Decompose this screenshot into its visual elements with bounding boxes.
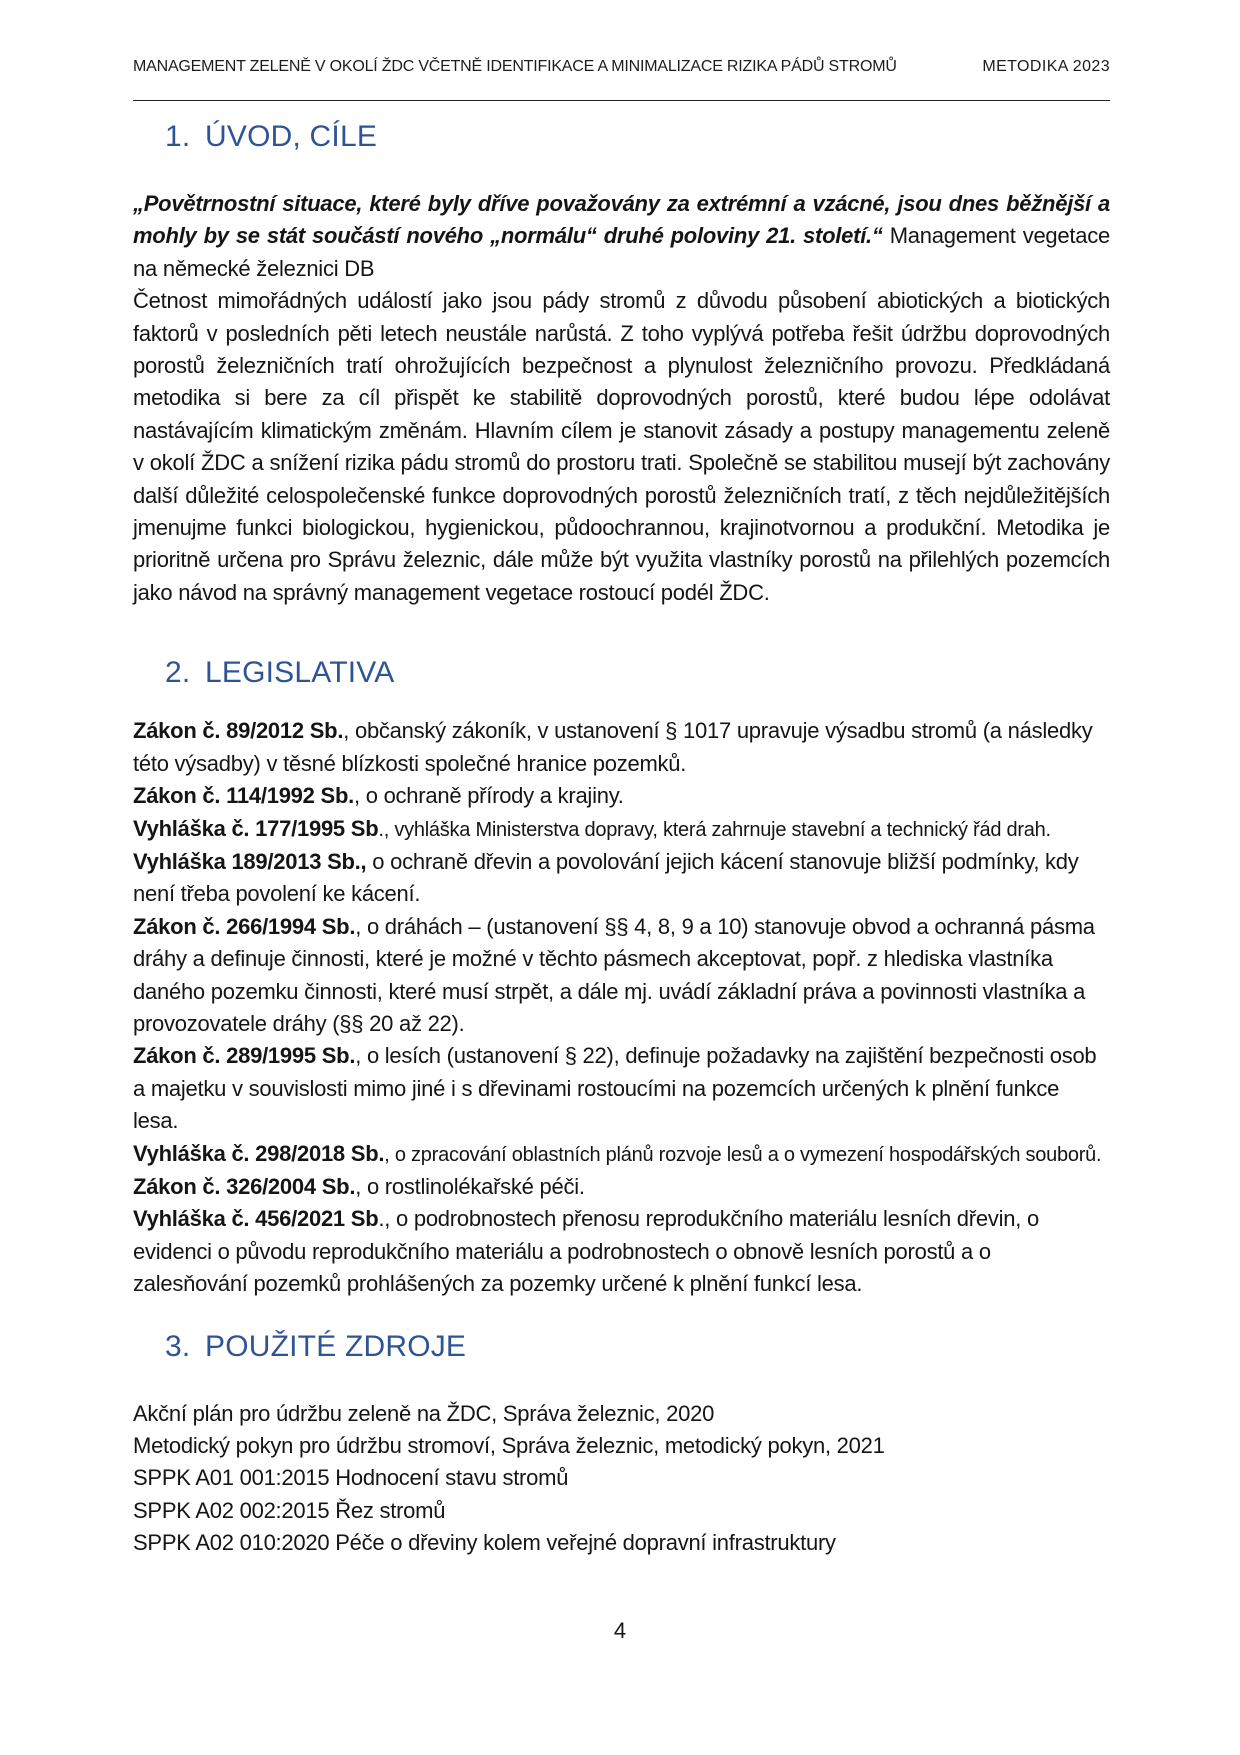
law-description: ., o podrobnostech přenosu reprodukčního materiálu lesních dřevin, o evidenci o původu reprodukčního materiálu a podrobnostech o obnově lesních porostů a o zalesňování pozemků prohlášených za pozemky určené k plnění funkcí lesa. [133, 1206, 1039, 1297]
law-description: o ochraně dřevin a povolování jejich kácení stanovuje bližší podmínky, kdy není třeba povolení ke kácení. [133, 848, 1079, 907]
intro-quote-paragraph [133, 188, 1110, 285]
law-reference: Zákon č. 289/1995 Sb. [133, 1043, 356, 1069]
section-heading-legislativa [165, 655, 1110, 691]
document-header-edition: METODIKA 2023 [982, 58, 1110, 75]
section-title: POUŽITÉ ZDROJE [205, 1329, 467, 1363]
source-line: SPPK A02 010:2020 Péče o dřeviny kolem veřejné dopravní infrastruktury [133, 1530, 836, 1556]
law-description: , o dráhách – (ustanovení §§ 4, 8, 9 a 10) stanovuje obvod a ochranná pásma dráhy a definuje činnosti, které je možné v těchto pásmech akceptovat, popř. z hlediska vlastníka daného pozemku činnosti, které musí strpět, a dále mj. uvádí základní práva a povinnosti vlastníka a provozovatele dráhy (§§ 20 až 22). [133, 913, 1095, 1036]
law-description: , o zpracování oblastních plánů rozvoje lesů a o vymezení hospodářských souborů. [384, 1143, 1102, 1166]
document-header [133, 58, 1110, 76]
section-heading-uvod-cile [165, 119, 1110, 155]
law-reference: Zákon č. 326/2004 Sb. [133, 1173, 356, 1199]
legislativa-item [133, 1138, 1110, 1171]
intro-quote-source: Management vegetace na německé železnici DB [133, 223, 1110, 281]
section-title: ÚVOD, CÍLE [205, 120, 378, 153]
law-description: ., vyhláška Ministerstva dopravy, která zahrnuje stavební a technický řád drah. [378, 818, 1051, 841]
page-footer [0, 1618, 1240, 1644]
header-divider-line [133, 100, 1110, 101]
document-header-title: MANAGEMENT ZELENĚ V OKOLÍ ŽDC VČETNĚ IDENTIFIKACE A MINIMALIZACE RIZIKA PÁDŮ STROMŮ [133, 58, 897, 75]
legislativa-list [133, 715, 1110, 1300]
source-line: SPPK A02 002:2015 Řez stromů [133, 1497, 446, 1523]
sources-list [133, 1398, 1110, 1560]
law-description: , o lesích (ustanovení § 22), definuje požadavky na zajištění bezpečnosti osob a majetku v souvislosti mimo jiné i s dřevinami rostoucími na pozemcích určených k plnění funkce lesa. [133, 1043, 1097, 1134]
law-reference: Zákon č. 114/1992 Sb. [133, 783, 354, 809]
legislativa-item [133, 1040, 1110, 1137]
law-description: , o rostlinolékařské péči. [355, 1173, 585, 1199]
legislativa-item [133, 846, 1110, 911]
section-heading-pouzite-zdroje [165, 1329, 1110, 1365]
law-reference: Vyhláška 189/2013 Sb., [133, 848, 367, 874]
law-reference: Vyhláška č. 177/1995 Sb [133, 815, 379, 841]
source-line: Akční plán pro údržbu zeleně na ŽDC, Správa železnic, 2020 [133, 1400, 715, 1426]
page-number: 4 [613, 1618, 627, 1643]
legislativa-item [133, 715, 1110, 780]
legislativa-item [133, 1203, 1110, 1300]
law-description: , občanský zákoník, v ustanovení § 1017 upravuje výsadbu stromů (a následky této výsadby) v těsné blízkosti společné hranice pozemků. [133, 718, 1093, 776]
legislativa-item [133, 813, 1110, 846]
legislativa-item [133, 911, 1110, 1041]
source-line: Metodický pokyn pro údržbu stromoví, Správa železnic, metodický pokyn, 2021 [133, 1433, 885, 1458]
intro-body-paragraph: Četnost mimořádných událostí jako jsou pády stromů z důvodu působení abiotických a biotických faktorů v posledních pěti letech neustále narůstá. Z toho vyplývá potřeba řešit údržbu doprovodných porostů železničních tratí ohrožujících bezpečnost a plynulost železničního provozu. Předkládaná metodika si bere za cíl přispět ke stabilitě doprovodných porostů, které budou lépe odolávat nastávajícím klimatickým změnám. Hlavním cílem je stanovit zásady a postupy managementu zeleně v okolí ŽDC a snížení rizika pádu stromů do prostoru trati. Společně se stabilitou musejí být zachovány další důležité celospolečenské funkce doprovodných porostů železničních tratí, z těch nejdůležitějších jmenujme funkci biologickou, hygienickou, půdoochrannou, krajinotvornou a produkční. Metodika je prioritně určena pro Správu železnic, dále může být využita vlastníky porostů na přilehlých pozemcích jako návod na správný management vegetace rostoucí podél ŽDC. [133, 288, 1110, 605]
law-reference: Zákon č. 89/2012 Sb. [133, 718, 344, 744]
law-reference: Zákon č. 266/1994 Sb. [133, 913, 356, 939]
section-number: 3. [165, 1329, 191, 1363]
legislativa-item [133, 780, 1110, 812]
source-line: SPPK A01 001:2015 Hodnocení stavu stromů [133, 1465, 569, 1491]
intro-quote: „Povětrnostní situace, které byly dříve považovány za extrémní a vzácné, jsou dnes běžnější a mohly by se stát součástí nového „normálu“ druhé poloviny 21. století.“ [133, 191, 1110, 249]
legislativa-item [133, 1171, 1110, 1203]
law-reference: Vyhláška č. 456/2021 Sb [133, 1206, 379, 1232]
law-reference: Vyhláška č. 298/2018 Sb. [133, 1140, 385, 1166]
law-description: , o ochraně přírody a krajiny. [354, 783, 624, 809]
section-number: 2. [165, 656, 191, 690]
section-number: 1. [165, 120, 191, 153]
section-title: LEGISLATIVA [205, 656, 395, 690]
